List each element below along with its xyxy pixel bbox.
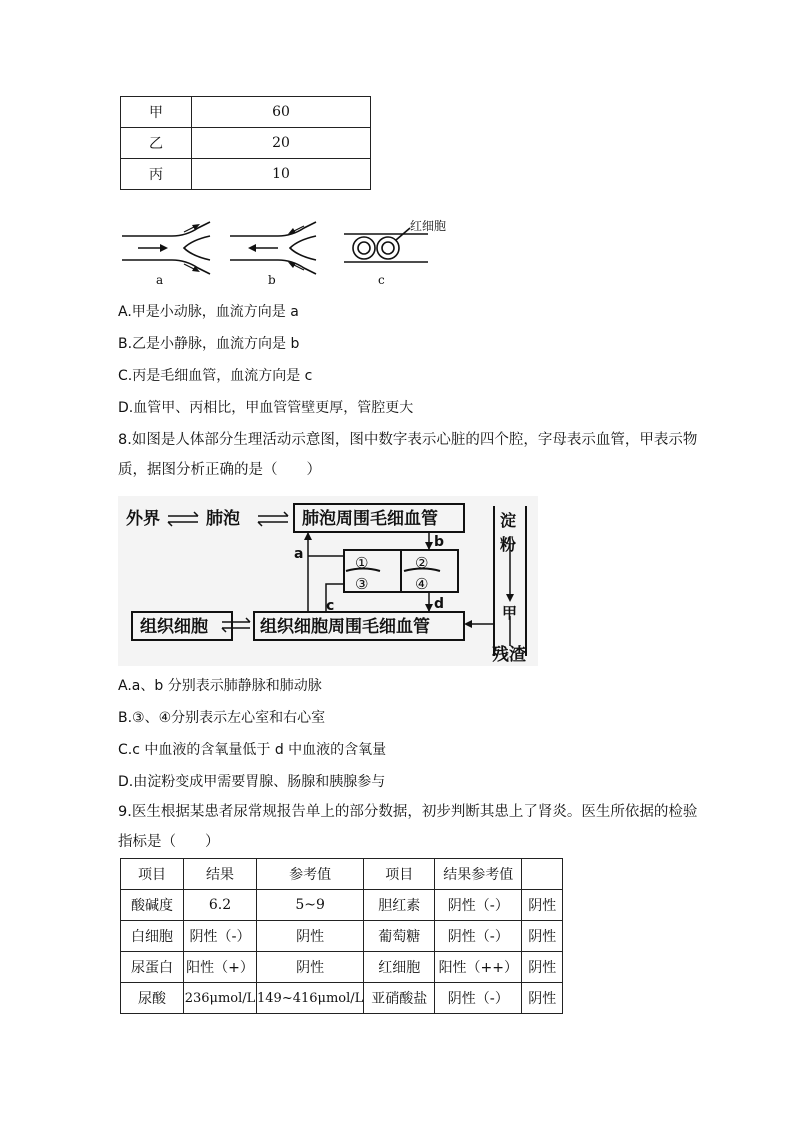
figure-label-b: b [268,273,276,287]
figure-label-c: c [378,273,385,287]
chamber-4: ④ [415,575,429,593]
option-d: D.血管甲、丙相比，甲血管管壁更厚，管腔更大 [118,400,414,416]
table-header: 结果参考值 [435,859,522,890]
table-cell: 10 [192,159,371,190]
figure-label-a: a [156,273,164,287]
table-header: 结果 [184,859,257,890]
starch-label-1: 淀 [500,511,517,530]
table-cell: 6.2 [184,890,257,921]
table-cell: 阴性 [522,921,563,952]
physiology-diagram [118,496,538,666]
question-8-line1: 8.如图是人体部分生理活动示意图，图中数字表示心脏的四个腔，字母表示血管，甲表示物 [118,432,698,448]
table-cell: 阴性（-） [435,983,522,1014]
table-cell: 阴性（-） [435,890,522,921]
table-cell: 阴性（-） [184,921,257,952]
table-cell: 胆红素 [364,890,435,921]
table-cell: 149~416μmol/L [257,983,364,1014]
vessel-figure [118,214,458,290]
option-a: A.a、b 分别表示肺静脉和肺动脉 [118,678,322,694]
question-9-line1: 9.医生根据某患者尿常规报告单上的部分数据，初步判断其患上了肾炎。医生所依据的检验 [118,804,698,820]
option-d: D.由淀粉变成甲需要胃腺、肠腺和胰腺参与 [118,774,386,790]
chamber-3: ③ [355,575,369,593]
table-cell: 236μmol/L [184,983,257,1014]
question-9-line2: 指标是（ ） [118,834,220,850]
lung-capillaries-label: 肺泡周围毛细血管 [302,509,438,529]
chamber-1: ① [355,554,369,572]
table-cell: 阴性 [257,952,364,983]
table-cell: 甲 [121,97,192,128]
option-c: C.c 中血液的含氧量低于 d 中血液的含氧量 [118,742,387,758]
table-header: 项目 [121,859,184,890]
residue-label: 残渣 [492,645,526,665]
substance-jia-label: 甲 [502,604,518,622]
table-cell: 阴性 [522,890,563,921]
table-cell: 阴性 [257,921,364,952]
outside-label: 外界 [126,509,160,529]
table-cell: 阴性（-） [435,921,522,952]
table-cell: 阳性（++） [435,952,522,983]
table-cell: 5~9 [257,890,364,921]
tissue-cells-label: 组织细胞 [140,617,208,637]
table-cell: 葡萄糖 [364,921,435,952]
table-cell: 尿蛋白 [121,952,184,983]
urine-report-table [120,858,563,1014]
table-cell: 尿酸 [121,983,184,1014]
table-cell: 白细胞 [121,921,184,952]
option-b: B.乙是小静脉，血流方向是 b [118,336,300,352]
table-row [121,128,371,159]
option-c: C.丙是毛细血管，血流方向是 c [118,368,313,384]
vessel-a-label: a [294,546,304,562]
table-cell: 阳性（+） [184,952,257,983]
question-8-line2: 质，据图分析正确的是（ ） [118,462,321,478]
blood-vessel-table [120,96,371,190]
option-a: A.甲是小动脉，血流方向是 a [118,304,299,320]
table-cell: 乙 [121,128,192,159]
tissue-capillaries-label: 组织细胞周围毛细血管 [260,617,430,637]
option-b: B.③、④分别表示左心室和右心室 [118,710,326,726]
table-cell: 60 [192,97,371,128]
table-row [121,159,371,190]
table-cell: 阴性 [522,983,563,1014]
table-header: 参考值 [257,859,364,890]
rbc-label: 红细胞 [410,219,447,233]
table-cell: 丙 [121,159,192,190]
table-cell: 亚硝酸盐 [364,983,435,1014]
table-row [121,921,563,952]
table-row [121,952,563,983]
table-cell: 阴性 [522,952,563,983]
table-cell: 20 [192,128,371,159]
table-cell: 红细胞 [364,952,435,983]
vessel-b-label: b [434,534,445,550]
vessel-c-label: c [326,598,335,614]
table-row [121,890,563,921]
table-row [121,97,371,128]
vessel-d-label: d [434,596,445,612]
alveoli-label: 肺泡 [206,509,240,529]
starch-label-2: 粉 [500,535,517,554]
table-header-row [121,859,563,890]
chamber-2: ② [415,554,429,572]
table-cell: 酸碱度 [121,890,184,921]
table-header: 项目 [364,859,435,890]
table-header [522,859,563,890]
table-row [121,983,563,1014]
